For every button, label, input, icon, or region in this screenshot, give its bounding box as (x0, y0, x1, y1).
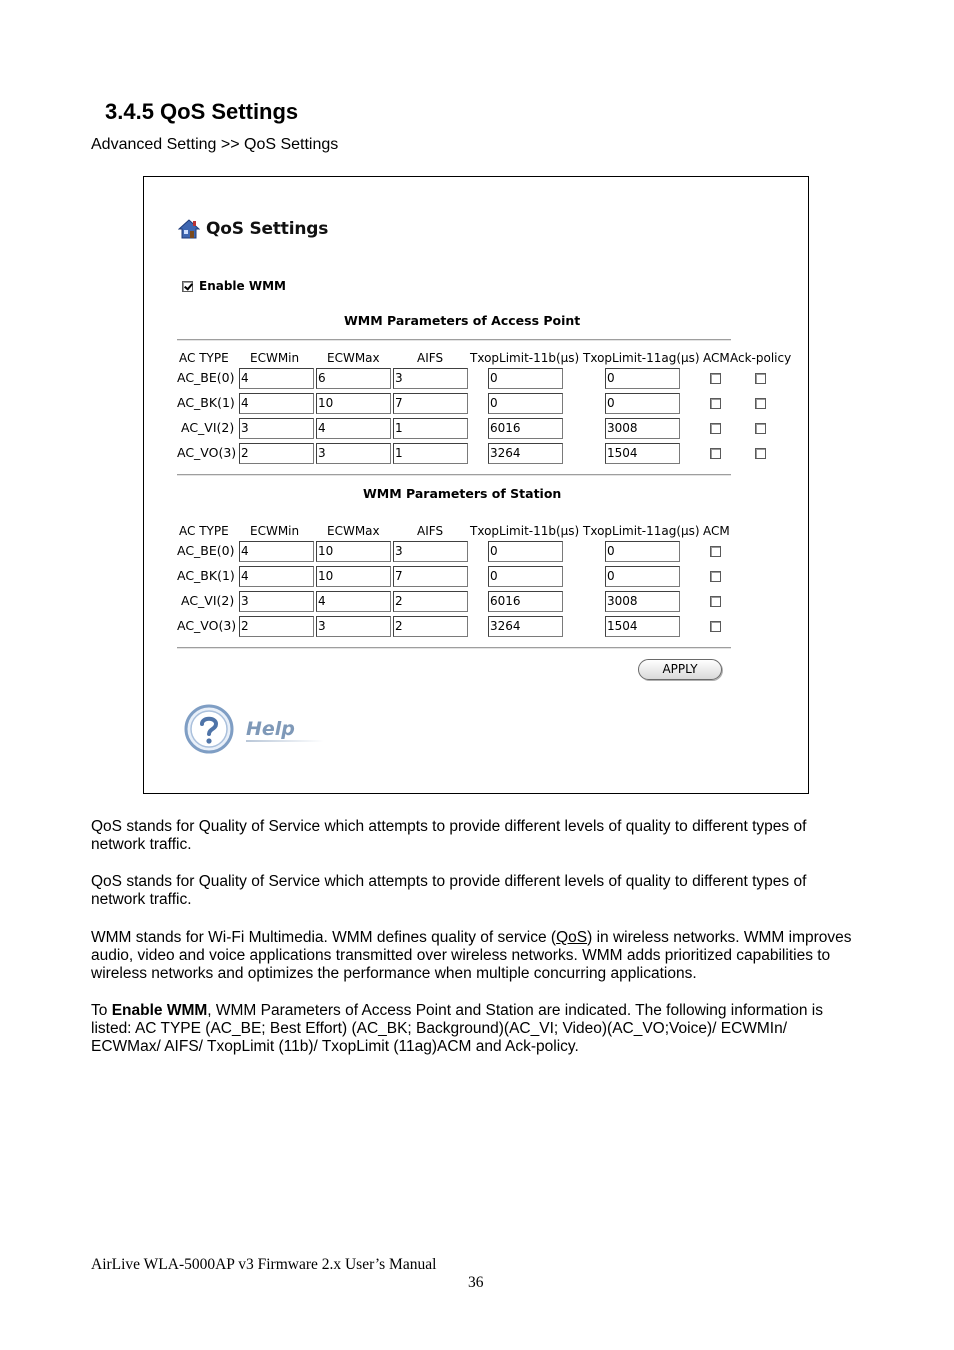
panel-title: QoS Settings (206, 219, 329, 239)
divider (177, 339, 731, 341)
breadcrumb: Advanced Setting >> QoS Settings (91, 136, 339, 153)
acm-checkbox[interactable] (710, 596, 721, 607)
station-params-title: WMM Parameters of Station (363, 486, 562, 501)
ack-policy-checkbox[interactable] (755, 423, 766, 434)
acm-checkbox[interactable] (710, 571, 721, 582)
ac-type-label: AC_VO(3) (177, 445, 237, 460)
column-header: TxopLimit-11b(μs) (470, 524, 580, 538)
panel-header (178, 219, 328, 239)
paragraph-qos-1: QoS stands for Quality of Service which attempts to provide different levels of quality to different types of network traffic. (91, 818, 807, 853)
divider (177, 474, 731, 476)
section-title: 3.4.5 QoS Settings (105, 99, 299, 124)
ac-type-label: AC_VI(2) (181, 593, 235, 608)
txop-b-input[interactable]: 6016 (488, 418, 563, 439)
acm-checkbox[interactable] (710, 448, 721, 459)
txop-b-input[interactable]: 3264 (488, 443, 563, 464)
enable-wmm-bold: Enable WMM (111, 1002, 208, 1019)
help-link[interactable] (184, 704, 295, 754)
page-number: 36 (468, 1274, 484, 1291)
aifs-input[interactable]: 3 (393, 368, 468, 389)
ecwmax-input[interactable]: 3 (316, 443, 391, 464)
ap-params-title: WMM Parameters of Access Point (344, 313, 581, 328)
enable-wmm-row (182, 279, 286, 293)
help-label: Help (246, 718, 295, 740)
txop-b-input[interactable]: 0 (488, 566, 563, 587)
column-header: TxopLimit-11ag(μs) (583, 351, 700, 365)
column-header: ECWMax (327, 524, 380, 538)
ac-type-label: AC_VI(2) (181, 420, 235, 435)
wmm-text-start: WMM stands for Wi-Fi Multimedia. WMM defines quality of service ( (91, 929, 557, 946)
acm-checkbox[interactable] (710, 398, 721, 409)
column-header: Ack-policy (730, 351, 792, 365)
ac-type-label: AC_BE(0) (177, 543, 235, 558)
acm-checkbox[interactable] (710, 621, 721, 632)
ac-type-label: AC_VO(3) (177, 618, 237, 633)
txop-ag-input[interactable]: 0 (605, 566, 680, 587)
enable-wmm-label: Enable WMM (199, 279, 286, 293)
txop-b-input[interactable]: 0 (488, 393, 563, 414)
help-underline (246, 740, 324, 742)
txop-ag-input[interactable]: 0 (605, 541, 680, 562)
column-header: ECWMin (250, 351, 300, 365)
column-header: ACM (703, 351, 730, 365)
ack-policy-checkbox[interactable] (755, 373, 766, 384)
column-header: AIFS (417, 351, 444, 365)
column-header: ACM (703, 524, 730, 538)
ecwmax-input[interactable]: 10 (316, 393, 391, 414)
enable-wmm-checkbox[interactable] (182, 281, 193, 292)
paragraph-wmm (91, 929, 861, 983)
aifs-input[interactable]: 1 (393, 443, 468, 464)
ack-policy-checkbox[interactable] (755, 448, 766, 459)
ac-type-label: AC_BE(0) (177, 370, 235, 385)
ecwmin-input[interactable]: 3 (239, 591, 314, 612)
help-icon (184, 704, 234, 754)
ecwmax-input[interactable]: 3 (316, 616, 391, 637)
ecwmin-input[interactable]: 2 (239, 443, 314, 464)
ecwmin-input[interactable]: 4 (239, 368, 314, 389)
paragraph-qos-2: QoS stands for Quality of Service which attempts to provide different levels of quality to different types of network traffic. (91, 873, 807, 908)
txop-ag-input[interactable]: 1504 (605, 443, 680, 464)
ack-policy-checkbox[interactable] (755, 398, 766, 409)
aifs-input[interactable]: 7 (393, 393, 468, 414)
qos-settings-screenshot (143, 176, 809, 794)
txop-b-input[interactable]: 3264 (488, 616, 563, 637)
ecwmax-input[interactable]: 6 (316, 368, 391, 389)
ecwmin-input[interactable]: 2 (239, 616, 314, 637)
txop-b-input[interactable]: 0 (488, 541, 563, 562)
enable-text-start: To (91, 1002, 112, 1019)
column-header: TxopLimit-11b(μs) (470, 351, 580, 365)
txop-ag-input[interactable]: 1504 (605, 616, 680, 637)
ecwmin-input[interactable]: 4 (239, 566, 314, 587)
column-header: AC TYPE (179, 351, 229, 365)
txop-ag-input[interactable]: 0 (605, 393, 680, 414)
txop-b-input[interactable]: 0 (488, 368, 563, 389)
ecwmax-input[interactable]: 4 (316, 591, 391, 612)
txop-ag-input[interactable]: 3008 (605, 591, 680, 612)
column-header: ECWMin (250, 524, 300, 538)
home-icon (178, 219, 200, 239)
paragraph-enable-wmm (91, 1002, 861, 1056)
acm-checkbox[interactable] (710, 423, 721, 434)
ecwmax-input[interactable]: 4 (316, 418, 391, 439)
enable-text-end: , WMM Parameters of Access Point and Station are indicated. The following information is listed: AC TYPE (AC_BE; Best Effort) (AC_BK; Background)(AC_VI; Video)(AC_VO;Voice)/ ECWMIn/ ECWMax/ AIFS/ TxopLimit (11b)/ TxopLimit (11ag)ACM and Ack-policy. (91, 1002, 823, 1055)
ecwmin-input[interactable]: 3 (239, 418, 314, 439)
aifs-input[interactable]: 3 (393, 541, 468, 562)
ac-type-label: AC_BK(1) (177, 568, 235, 583)
ecwmin-input[interactable]: 4 (239, 541, 314, 562)
divider (177, 647, 731, 649)
apply-button[interactable]: APPLY (638, 659, 722, 680)
column-header: AC TYPE (179, 524, 229, 538)
acm-checkbox[interactable] (710, 546, 721, 557)
txop-b-input[interactable]: 6016 (488, 591, 563, 612)
ac-type-label: AC_BK(1) (177, 395, 235, 410)
ecwmax-input[interactable]: 10 (316, 566, 391, 587)
ecwmin-input[interactable]: 4 (239, 393, 314, 414)
qos-link[interactable]: QoS (556, 929, 588, 946)
wmm-text-end: ) in wireless networks. WMM improves audio, video and voice applications transmitted over wireless networks. WMM adds prioritized capabilities to wireless networks and optimizes the performance when multiple concurring applications. (91, 929, 852, 982)
column-header: ECWMax (327, 351, 380, 365)
aifs-input[interactable]: 1 (393, 418, 468, 439)
column-header: AIFS (417, 524, 444, 538)
aifs-input[interactable]: 2 (393, 591, 468, 612)
aifs-input[interactable]: 2 (393, 616, 468, 637)
footer-manual-title: AirLive WLA-5000AP v3 Firmware 2.x User’s Manual (91, 1256, 437, 1273)
acm-checkbox[interactable] (710, 373, 721, 384)
txop-ag-input[interactable]: 3008 (605, 418, 680, 439)
ecwmax-input[interactable]: 10 (316, 541, 391, 562)
txop-ag-input[interactable]: 0 (605, 368, 680, 389)
column-header: TxopLimit-11ag(μs) (583, 524, 700, 538)
aifs-input[interactable]: 7 (393, 566, 468, 587)
